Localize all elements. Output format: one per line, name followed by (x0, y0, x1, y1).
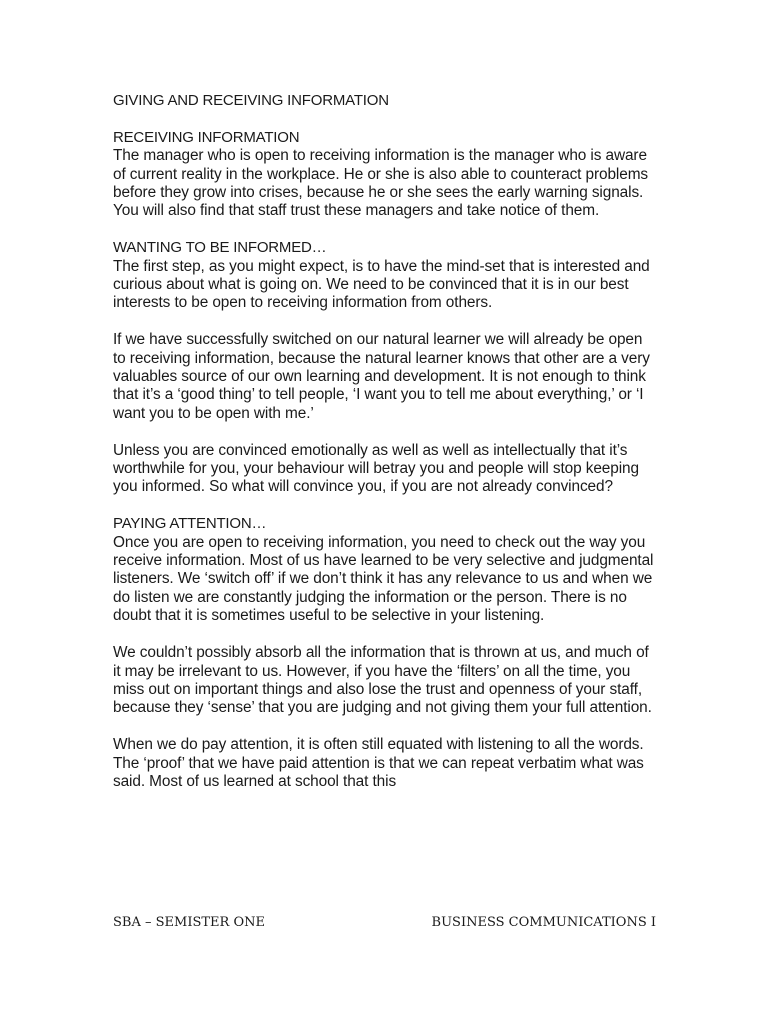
paragraph: Unless you are convinced emotionally as well as well as intellectually that it’s worthwhile for you, your behaviour will betray you and people will stop keeping you informed. So what will convince you, if you are not already convinced? (113, 441, 639, 496)
section-receiving-information (113, 129, 658, 221)
paragraph: The manager who is open to receiving information is the manager who is aware of current reality in the workplace. He or she is also able to counteract problems before they grow into crises, because he or she sees the early warning signals. You will also find that staff trust these managers and take notice of them. (113, 147, 649, 220)
paragraph: Once you are open to receiving information, you need to check out the way you receive information. Most of us have learned to be very selective and judgmental listeners. We ‘switch off’ if we don’t think it has any relevance to us and when we do listen we are constantly judging the information or the person. There is no doubt that it is sometimes useful to be selective in your listening. (113, 533, 654, 625)
paragraph: If we have successfully switched on our natural learner we will already be open to receiving information, because the natural learner knows that other are a very valuables source of our own learning and development. It is not enough to think that it’s a ‘good thing’ to tell people, ‘I want you to tell me about everything,’ or ‘I want you to be open with me.’ (113, 331, 650, 422)
page-footer (113, 914, 656, 932)
section-paying-attention (113, 515, 658, 791)
section-heading: PAYING ATTENTION… (113, 515, 267, 533)
footer-right: BUSINESS COMMUNICATIONS I (431, 915, 656, 930)
document-page (113, 92, 658, 810)
section-heading: RECEIVING INFORMATION (113, 128, 300, 146)
document-title: GIVING AND RECEIVING INFORMATION (113, 92, 389, 109)
paragraph: We couldn’t possibly absorb all the information that is thrown at us, and much of it may be irrelevant to us. However, if you have the ‘filters’ on all the time, you miss out on important things and also lose the trust and openness of your staff, because they ‘sense’ that you are judging and not giving them your full attention. (113, 644, 652, 717)
paragraph: The first step, as you might expect, is to have the mind-set that is interested and curious about what is going on. We need to be convinced that it is in our best interests to be open to receiving information from others. (113, 257, 650, 312)
paragraph: When we do pay attention, it is often still equated with listening to all the words. The ‘proof’ that we have paid attention is that we can repeat verbatim what was said. Most of us learned at school that this (113, 736, 644, 790)
footer-left: SBA – SEMISTER ONE (113, 915, 265, 930)
section-heading: WANTING TO BE INFORMED… (113, 239, 327, 257)
section-wanting-to-be-informed (113, 239, 658, 497)
